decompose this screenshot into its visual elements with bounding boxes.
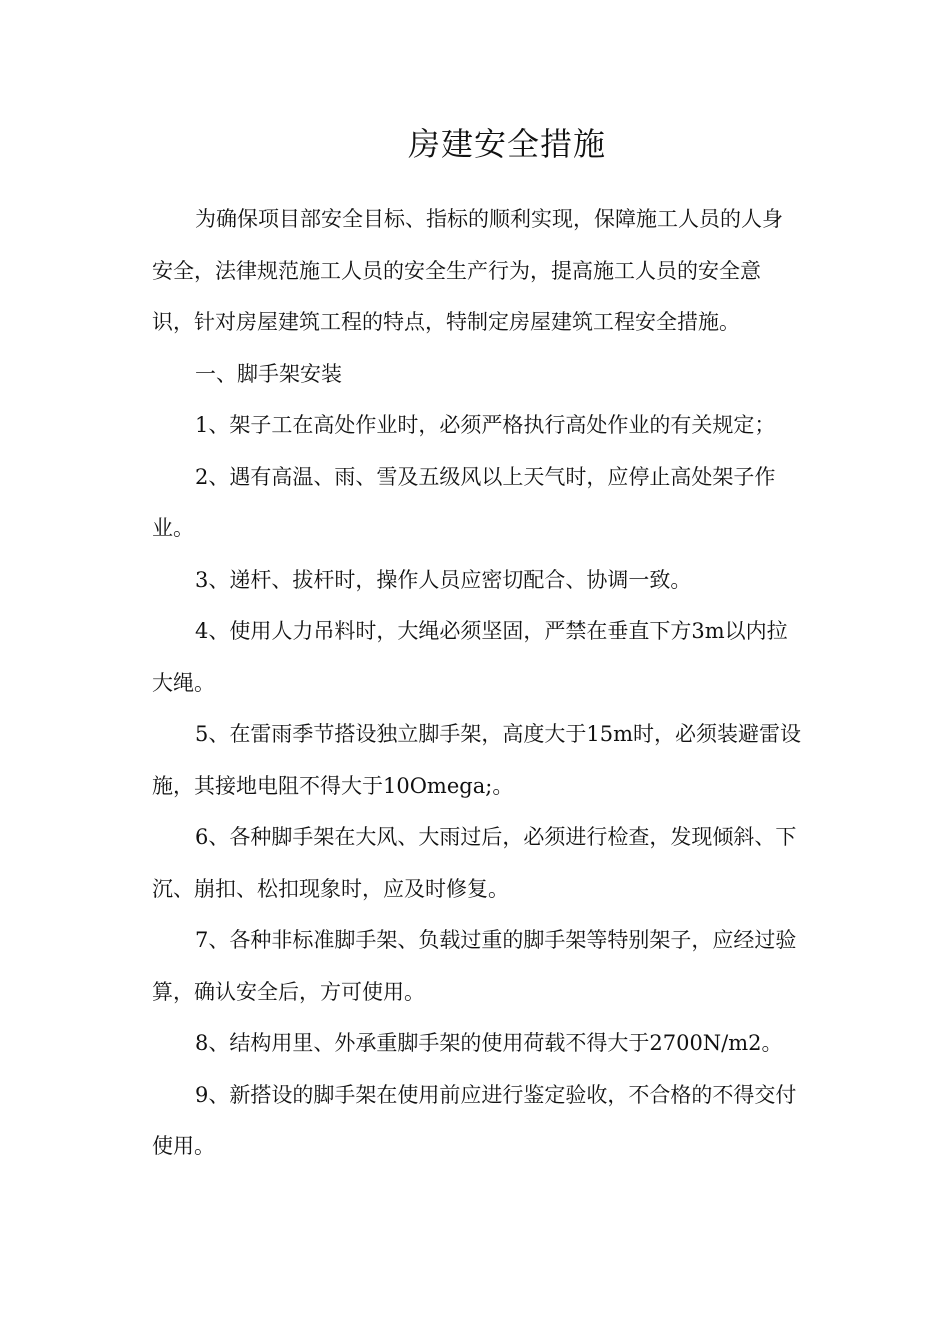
rule-item-3: 3、递杆、拔杆时，操作人员应密切配合、协调一致。 bbox=[195, 567, 692, 592]
rule-item-7: 7、各种非标准脚手架、负载过重的脚手架等特别架子，应经过验算，确认安全后，方可使用。 bbox=[152, 928, 797, 1004]
intro-paragraph: 为确保项目部安全目标、指标的顺利实现，保障施工人员的人身安全，法律规范施工人员的安全生产行为，提高施工人员的安全意识，针对房屋建筑工程的特点，特制定房屋建筑工程安全措施。 bbox=[152, 207, 783, 334]
rule-item-5: 5、在雷雨季节搭设独立脚手架，高度大于15m时，必须装避雷设施，其接地电阻不得大于10Omega;。 bbox=[152, 722, 801, 798]
rule-item-1: 1、架子工在高处作业时，必须严格执行高处作业的有关规定； bbox=[195, 413, 776, 437]
rule-item-8: 8、结构用里、外承重脚手架的使用荷载不得大于2700N/m2。 bbox=[195, 1031, 783, 1055]
rule-item-4: 4、使用人力吊料时，大绳必须坚固，严禁在垂直下方3m以内拉大绳。 bbox=[152, 619, 788, 695]
section-heading-scaffold-installation: 一、脚手架安装 bbox=[195, 361, 342, 386]
document-body bbox=[152, 194, 802, 1173]
rule-item-6: 6、各种脚手架在大风、大雨过后，必须进行检查，发现倾斜、下沉、崩扣、松扣现象时，应及时修复。 bbox=[152, 825, 797, 901]
rule-item-9: 9、新搭设的脚手架在使用前应进行鉴定验收，不合格的不得交付使用。 bbox=[152, 1082, 797, 1158]
rule-item-2: 2、遇有高温、雨、雪及五级风以上天气时，应停止高处架子作业。 bbox=[152, 464, 776, 540]
document-title: 房建安全措施 bbox=[407, 125, 606, 163]
